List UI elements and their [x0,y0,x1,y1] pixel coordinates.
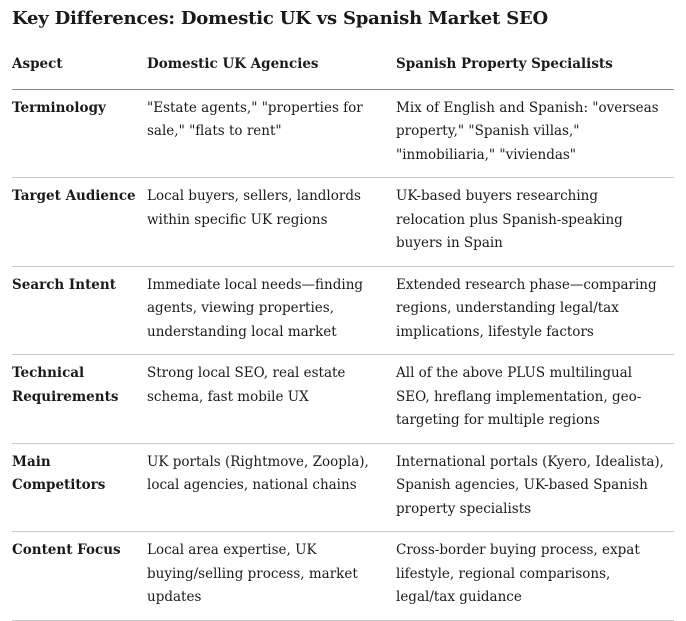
table-body [12,89,674,620]
header-row [12,53,674,89]
table-header [12,53,674,89]
row-uk-value: Local buyers, sellers, landlords within specific UK regions [147,178,396,267]
row-spain-value: Mix of English and Spanish: "overseas property," "Spanish villas," "inmobiliaria," "viviendas" [396,89,674,178]
row-uk-value: Strong local SEO, real estate schema, fast mobile UX [147,355,396,444]
page-title: Key Differences: Domestic UK vs Spanish Market SEO [12,8,549,29]
row-uk-value: "Estate agents," "properties for sale," "flats to rent" [147,89,396,178]
row-uk-value: UK portals (Rightmove, Zoopla), local agencies, national chains [147,443,396,532]
comparison-table [12,53,674,621]
row-uk-value: Local area expertise, UK buying/selling process, market updates [147,532,396,621]
row-aspect: Main Competitors [12,443,147,532]
table-row [12,266,674,355]
row-spain-value: UK-based buyers researching relocation plus Spanish-speaking buyers in Spain [396,178,674,267]
table-row [12,355,674,444]
row-aspect: Target Audience [12,178,147,267]
row-spain-value: Extended research phase—comparing regions, understanding legal/tax implications, lifestyle factors [396,266,674,355]
table-row [12,178,674,267]
row-aspect: Content Focus [12,532,147,621]
row-aspect: Technical Requirements [12,355,147,444]
header-spanish-specialists: Spanish Property Specialists [396,53,674,89]
header-aspect: Aspect [12,53,147,89]
row-spain-value: Cross-border buying process, expat lifestyle, regional comparisons, legal/tax guidance [396,532,674,621]
row-aspect: Terminology [12,89,147,178]
row-aspect: Search Intent [12,266,147,355]
row-spain-value: International portals (Kyero, Idealista), Spanish agencies, UK-based Spanish property specialists [396,443,674,532]
row-spain-value: All of the above PLUS multilingual SEO, hreflang implementation, geo-targeting for multiple regions [396,355,674,444]
table-row [12,532,674,621]
header-domestic-uk: Domestic UK Agencies [147,53,396,89]
row-uk-value: Immediate local needs—finding agents, viewing properties, understanding local market [147,266,396,355]
table-row [12,443,674,532]
table-row [12,89,674,178]
